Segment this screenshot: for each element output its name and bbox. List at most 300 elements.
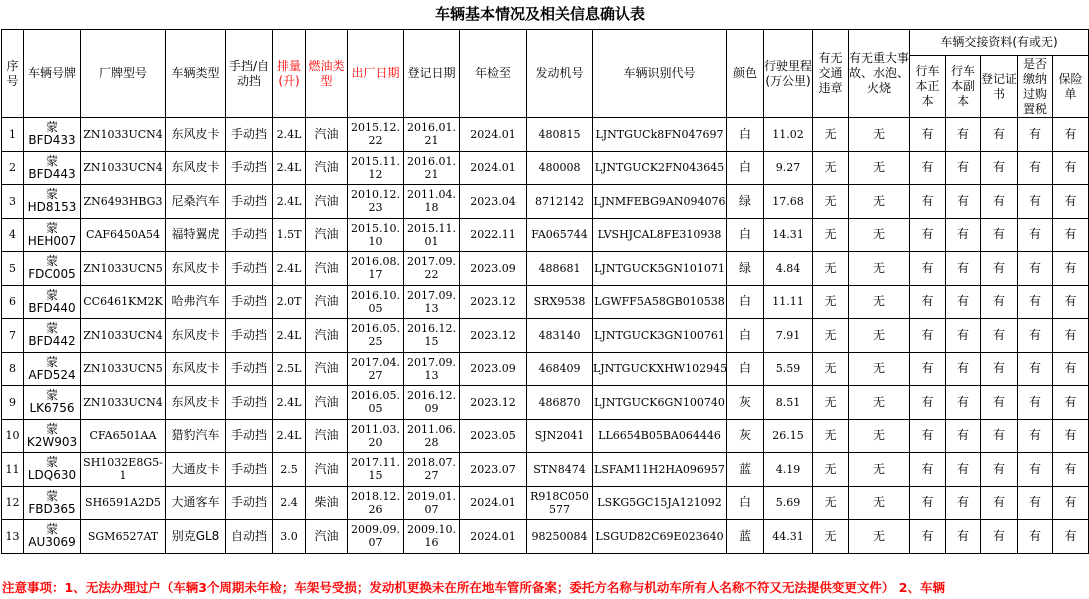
table-row — [2, 486, 1089, 520]
table-row — [2, 218, 1089, 252]
cell-vin: LJNTGUCK3GN100761 — [593, 319, 727, 353]
cell-no: 11 — [2, 453, 24, 487]
cell-engine: FA065744 — [527, 218, 593, 252]
cell-inspection: 2024.01 — [460, 151, 527, 185]
cell-plate: 蒙 BFD440 — [24, 285, 81, 319]
cell-reg-date: 2011.06. 28 — [404, 419, 460, 453]
cell-vin: LL6654B05BA064446 — [593, 419, 727, 453]
cell-engine: 98250084 — [527, 520, 593, 554]
cell-model: SH6591A2D5 — [81, 486, 166, 520]
header-model: 厂牌型号 — [81, 30, 166, 118]
cell-reg-cert: 有 — [981, 252, 1018, 286]
cell-factory-date: 2011.03. 20 — [348, 419, 404, 453]
cell-insurance: 有 — [1053, 386, 1089, 420]
cell-reg-cert: 有 — [981, 386, 1018, 420]
cell-vtype: 尼桑汽车 — [166, 185, 226, 219]
header-plate: 车辆号牌 — [24, 30, 81, 118]
notes-text: 注意事项：1、无法办理过户（车辆3个周期未年检；车架号受损；发动机更换未在所在地车管所备案；委托方名称与机动车所有人名称不符又无法提供变更文件） 2、车辆 — [2, 580, 945, 595]
cell-license-copy: 有 — [946, 218, 981, 252]
cell-factory-date: 2015.11. 12 — [348, 151, 404, 185]
cell-gearbox: 手动挡 — [226, 486, 273, 520]
cell-no: 8 — [2, 352, 24, 386]
cell-no: 4 — [2, 218, 24, 252]
cell-vtype: 东风皮卡 — [166, 319, 226, 353]
cell-engine: SRX9538 — [527, 285, 593, 319]
cell-violation: 无 — [813, 252, 849, 286]
cell-gearbox: 手动挡 — [226, 386, 273, 420]
cell-displacement: 2.4L — [273, 319, 306, 353]
cell-engine: 480815 — [527, 118, 593, 152]
table-row — [2, 151, 1089, 185]
cell-accident: 无 — [849, 118, 910, 152]
cell-reg-cert: 有 — [981, 419, 1018, 453]
cell-violation: 无 — [813, 352, 849, 386]
cell-displacement: 2.5L — [273, 352, 306, 386]
header-displacement: 排量(升) — [273, 30, 306, 118]
cell-vin: LGWFF5A58GB010538 — [593, 285, 727, 319]
vehicle-info-table — [1, 29, 1089, 554]
cell-inspection: 2024.01 — [460, 118, 527, 152]
cell-license-main: 有 — [910, 285, 946, 319]
cell-reg-date: 2017.09. 13 — [404, 352, 460, 386]
cell-vin: LSKG5GC15JA121092 — [593, 486, 727, 520]
cell-reg-date: 2016.01. 21 — [404, 118, 460, 152]
cell-vtype: 东风皮卡 — [166, 352, 226, 386]
cell-reg-date: 2017.09. 22 — [404, 252, 460, 286]
cell-color: 白 — [727, 151, 764, 185]
cell-gearbox: 手动挡 — [226, 319, 273, 353]
cell-purchase-tax: 有 — [1018, 486, 1053, 520]
cell-no: 2 — [2, 151, 24, 185]
cell-purchase-tax: 有 — [1018, 352, 1053, 386]
cell-plate: 蒙 FDC005 — [24, 252, 81, 286]
table-row — [2, 419, 1089, 453]
cell-purchase-tax: 有 — [1018, 252, 1053, 286]
cell-inspection: 2023.05 — [460, 419, 527, 453]
cell-vin: LJNTGUCKXHW102945 — [593, 352, 727, 386]
cell-color: 白 — [727, 218, 764, 252]
cell-color: 白 — [727, 486, 764, 520]
header-factory-date: 出厂日期 — [348, 30, 404, 118]
cell-model: ZN1033UCN5 — [81, 252, 166, 286]
cell-displacement: 2.5 — [273, 453, 306, 487]
cell-reg-cert: 有 — [981, 453, 1018, 487]
cell-reg-cert: 有 — [981, 520, 1018, 554]
cell-mileage: 44.31 — [764, 520, 813, 554]
table-row — [2, 453, 1089, 487]
cell-gearbox: 手动挡 — [226, 285, 273, 319]
cell-vin: LJNTGUCK2FN043645 — [593, 151, 727, 185]
cell-insurance: 有 — [1053, 419, 1089, 453]
cell-fuel: 汽油 — [306, 185, 348, 219]
cell-color: 灰 — [727, 419, 764, 453]
cell-purchase-tax: 有 — [1018, 520, 1053, 554]
cell-displacement: 2.4L — [273, 185, 306, 219]
cell-reg-cert: 有 — [981, 185, 1018, 219]
cell-model: CC6461KM2K — [81, 285, 166, 319]
cell-plate: 蒙 HD8153 — [24, 185, 81, 219]
cell-vin: LVSHJCAL8FE310938 — [593, 218, 727, 252]
cell-inspection: 2023.12 — [460, 386, 527, 420]
cell-license-main: 有 — [910, 118, 946, 152]
cell-engine: STN8474 — [527, 453, 593, 487]
cell-displacement: 2.0T — [273, 285, 306, 319]
cell-violation: 无 — [813, 520, 849, 554]
cell-displacement: 1.5T — [273, 218, 306, 252]
cell-vtype: 东风皮卡 — [166, 386, 226, 420]
cell-factory-date: 2016.05. 05 — [348, 386, 404, 420]
cell-reg-date: 2016.01. 21 — [404, 151, 460, 185]
cell-engine: R918C050 577 — [527, 486, 593, 520]
cell-factory-date: 2010.12. 23 — [348, 185, 404, 219]
cell-violation: 无 — [813, 185, 849, 219]
cell-factory-date: 2009.09. 07 — [348, 520, 404, 554]
header-registration-cert: 登记证书 — [981, 56, 1018, 118]
cell-purchase-tax: 有 — [1018, 285, 1053, 319]
cell-license-copy: 有 — [946, 319, 981, 353]
cell-color: 绿 — [727, 252, 764, 286]
cell-fuel: 汽油 — [306, 285, 348, 319]
cell-accident: 无 — [849, 419, 910, 453]
cell-inspection: 2024.01 — [460, 520, 527, 554]
cell-model: CAF6450A54 — [81, 218, 166, 252]
cell-plate: 蒙 FBD365 — [24, 486, 81, 520]
cell-insurance: 有 — [1053, 352, 1089, 386]
cell-engine: 8712142 — [527, 185, 593, 219]
header-vehicle-type: 车辆类型 — [166, 30, 226, 118]
cell-license-copy: 有 — [946, 151, 981, 185]
cell-violation: 无 — [813, 319, 849, 353]
cell-mileage: 5.59 — [764, 352, 813, 386]
cell-factory-date: 2017.04. 27 — [348, 352, 404, 386]
cell-vtype: 东风皮卡 — [166, 252, 226, 286]
cell-insurance: 有 — [1053, 285, 1089, 319]
cell-violation: 无 — [813, 218, 849, 252]
cell-engine: SJN2041 — [527, 419, 593, 453]
table-row — [2, 520, 1089, 554]
cell-mileage: 5.69 — [764, 486, 813, 520]
cell-license-main: 有 — [910, 453, 946, 487]
cell-purchase-tax: 有 — [1018, 319, 1053, 353]
cell-insurance: 有 — [1053, 218, 1089, 252]
cell-mileage: 8.51 — [764, 386, 813, 420]
table-row — [2, 185, 1089, 219]
cell-gearbox: 手动挡 — [226, 453, 273, 487]
cell-mileage: 7.91 — [764, 319, 813, 353]
cell-fuel: 汽油 — [306, 151, 348, 185]
cell-model: ZN1033UCN4 — [81, 118, 166, 152]
cell-model: ZN1033UCN4 — [81, 386, 166, 420]
cell-model: CFA6501AA — [81, 419, 166, 453]
cell-fuel: 柴油 — [306, 486, 348, 520]
cell-fuel: 汽油 — [306, 520, 348, 554]
cell-plate: 蒙 BFD442 — [24, 319, 81, 353]
cell-inspection: 2023.12 — [460, 285, 527, 319]
cell-license-copy: 有 — [946, 252, 981, 286]
cell-vtype: 东风皮卡 — [166, 118, 226, 152]
cell-gearbox: 手动挡 — [226, 185, 273, 219]
cell-fuel: 汽油 — [306, 352, 348, 386]
cell-reg-cert: 有 — [981, 352, 1018, 386]
cell-license-main: 有 — [910, 386, 946, 420]
cell-reg-date: 2016.12. 15 — [404, 319, 460, 353]
cell-insurance: 有 — [1053, 486, 1089, 520]
cell-vin: LSGUD82C69E023640 — [593, 520, 727, 554]
cell-inspection: 2024.01 — [460, 486, 527, 520]
cell-model: SH1032E8G5-1 — [81, 453, 166, 487]
header-license-copy: 行车本副本 — [946, 56, 981, 118]
cell-mileage: 9.27 — [764, 151, 813, 185]
header-license-main: 行车本正本 — [910, 56, 946, 118]
cell-accident: 无 — [849, 185, 910, 219]
cell-accident: 无 — [849, 218, 910, 252]
cell-accident: 无 — [849, 252, 910, 286]
cell-inspection: 2023.07 — [460, 453, 527, 487]
cell-license-main: 有 — [910, 520, 946, 554]
cell-reg-date: 2016.12. 09 — [404, 386, 460, 420]
cell-reg-date: 2017.09. 13 — [404, 285, 460, 319]
cell-vtype: 猎豹汽车 — [166, 419, 226, 453]
cell-license-main: 有 — [910, 319, 946, 353]
cell-engine: 480008 — [527, 151, 593, 185]
table-row — [2, 118, 1089, 152]
cell-displacement: 2.4L — [273, 118, 306, 152]
cell-gearbox: 手动挡 — [226, 151, 273, 185]
cell-license-main: 有 — [910, 486, 946, 520]
cell-mileage: 4.84 — [764, 252, 813, 286]
cell-reg-date: 2011.04. 18 — [404, 185, 460, 219]
cell-accident: 无 — [849, 319, 910, 353]
cell-license-copy: 有 — [946, 352, 981, 386]
cell-no: 5 — [2, 252, 24, 286]
cell-reg-cert: 有 — [981, 319, 1018, 353]
header-vin: 车辆识别代号 — [593, 30, 727, 118]
cell-plate: 蒙 BFD443 — [24, 151, 81, 185]
cell-inspection: 2023.12 — [460, 319, 527, 353]
cell-fuel: 汽油 — [306, 218, 348, 252]
cell-accident: 无 — [849, 386, 910, 420]
cell-reg-cert: 有 — [981, 218, 1018, 252]
cell-mileage: 14.31 — [764, 218, 813, 252]
cell-purchase-tax: 有 — [1018, 151, 1053, 185]
cell-reg-cert: 有 — [981, 151, 1018, 185]
header-gearbox: 手挡/自动挡 — [226, 30, 273, 118]
cell-displacement: 3.0 — [273, 520, 306, 554]
header-insurance: 保险单 — [1053, 56, 1089, 118]
cell-license-main: 有 — [910, 151, 946, 185]
cell-fuel: 汽油 — [306, 419, 348, 453]
cell-fuel: 汽油 — [306, 118, 348, 152]
cell-accident: 无 — [849, 151, 910, 185]
cell-factory-date: 2016.08. 17 — [348, 252, 404, 286]
cell-insurance: 有 — [1053, 185, 1089, 219]
cell-no: 13 — [2, 520, 24, 554]
cell-no: 9 — [2, 386, 24, 420]
cell-fuel: 汽油 — [306, 453, 348, 487]
cell-license-copy: 有 — [946, 386, 981, 420]
cell-gearbox: 手动挡 — [226, 352, 273, 386]
cell-vin: LJNMFEBG9AN094076 — [593, 185, 727, 219]
cell-displacement: 2.4 — [273, 486, 306, 520]
cell-no: 3 — [2, 185, 24, 219]
cell-displacement: 2.4L — [273, 151, 306, 185]
cell-displacement: 2.4L — [273, 386, 306, 420]
cell-plate: 蒙 AFD524 — [24, 352, 81, 386]
cell-model: ZN1033UCN5 — [81, 352, 166, 386]
cell-reg-date: 2009.10. 16 — [404, 520, 460, 554]
cell-factory-date: 2016.10. 05 — [348, 285, 404, 319]
cell-engine: 486870 — [527, 386, 593, 420]
cell-license-copy: 有 — [946, 118, 981, 152]
cell-plate: 蒙 K2W903 — [24, 419, 81, 453]
cell-insurance: 有 — [1053, 118, 1089, 152]
cell-fuel: 汽油 — [306, 252, 348, 286]
header-mileage: 行驶里程(万公里) — [764, 30, 813, 118]
cell-insurance: 有 — [1053, 151, 1089, 185]
cell-gearbox: 手动挡 — [226, 218, 273, 252]
header-accident: 有无重大事故、水泡、火烧 — [849, 30, 910, 118]
table-row — [2, 352, 1089, 386]
cell-purchase-tax: 有 — [1018, 185, 1053, 219]
cell-no: 10 — [2, 419, 24, 453]
cell-violation: 无 — [813, 151, 849, 185]
table-row — [2, 386, 1089, 420]
cell-no: 7 — [2, 319, 24, 353]
cell-plate: 蒙 AU3069 — [24, 520, 81, 554]
cell-license-main: 有 — [910, 218, 946, 252]
cell-purchase-tax: 有 — [1018, 218, 1053, 252]
cell-color: 白 — [727, 285, 764, 319]
cell-mileage: 11.11 — [764, 285, 813, 319]
cell-vin: LJNTGUCk8FN047697 — [593, 118, 727, 152]
table-row — [2, 252, 1089, 286]
cell-reg-date: 2015.11. 01 — [404, 218, 460, 252]
cell-violation: 无 — [813, 118, 849, 152]
table-row — [2, 285, 1089, 319]
cell-color: 白 — [727, 352, 764, 386]
cell-license-main: 有 — [910, 352, 946, 386]
cell-vtype: 大通客车 — [166, 486, 226, 520]
cell-license-copy: 有 — [946, 520, 981, 554]
cell-insurance: 有 — [1053, 520, 1089, 554]
header-engine-no: 发动机号 — [527, 30, 593, 118]
cell-mileage: 26.15 — [764, 419, 813, 453]
cell-color: 灰 — [727, 386, 764, 420]
cell-violation: 无 — [813, 285, 849, 319]
cell-inspection: 2023.09 — [460, 252, 527, 286]
cell-color: 白 — [727, 319, 764, 353]
cell-fuel: 汽油 — [306, 319, 348, 353]
cell-model: SGM6527AT — [81, 520, 166, 554]
page-title: 车辆基本情况及相关信息确认表 — [434, 5, 645, 23]
cell-mileage: 11.02 — [764, 118, 813, 152]
cell-violation: 无 — [813, 486, 849, 520]
header-color: 颜色 — [727, 30, 764, 118]
cell-reg-cert: 有 — [981, 486, 1018, 520]
cell-mileage: 4.19 — [764, 453, 813, 487]
cell-vtype: 东风皮卡 — [166, 151, 226, 185]
cell-color: 蓝 — [727, 520, 764, 554]
cell-vtype: 哈弗汽车 — [166, 285, 226, 319]
cell-no: 1 — [2, 118, 24, 152]
cell-color: 白 — [727, 118, 764, 152]
cell-no: 12 — [2, 486, 24, 520]
cell-reg-date: 2018.07. 27 — [404, 453, 460, 487]
cell-accident: 无 — [849, 453, 910, 487]
cell-purchase-tax: 有 — [1018, 453, 1053, 487]
cell-model: ZN1033UCN4 — [81, 151, 166, 185]
header-purchase-tax: 是否缴纳过购置税 — [1018, 56, 1053, 118]
cell-plate: 蒙 LK6756 — [24, 386, 81, 420]
cell-plate: 蒙 HEH007 — [24, 218, 81, 252]
cell-license-main: 有 — [910, 419, 946, 453]
cell-violation: 无 — [813, 419, 849, 453]
cell-insurance: 有 — [1053, 252, 1089, 286]
header-violation: 有无交通违章 — [813, 30, 849, 118]
cell-plate: 蒙 LDQ630 — [24, 453, 81, 487]
cell-license-copy: 有 — [946, 486, 981, 520]
cell-vtype: 福特翼虎 — [166, 218, 226, 252]
cell-purchase-tax: 有 — [1018, 118, 1053, 152]
cell-gearbox: 手动挡 — [226, 118, 273, 152]
cell-license-copy: 有 — [946, 185, 981, 219]
cell-vtype: 别克GL8 — [166, 520, 226, 554]
cell-engine: 468409 — [527, 352, 593, 386]
cell-reg-date: 2019.01. 07 — [404, 486, 460, 520]
cell-inspection: 2022.11 — [460, 218, 527, 252]
cell-license-main: 有 — [910, 252, 946, 286]
cell-purchase-tax: 有 — [1018, 419, 1053, 453]
cell-purchase-tax: 有 — [1018, 386, 1053, 420]
cell-displacement: 2.4L — [273, 252, 306, 286]
table-body — [2, 118, 1089, 554]
cell-insurance: 有 — [1053, 453, 1089, 487]
header-registration-date: 登记日期 — [404, 30, 460, 118]
cell-displacement: 2.4L — [273, 419, 306, 453]
cell-plate: 蒙 BFD433 — [24, 118, 81, 152]
cell-inspection: 2023.04 — [460, 185, 527, 219]
cell-gearbox: 手动挡 — [226, 419, 273, 453]
cell-mileage: 17.68 — [764, 185, 813, 219]
cell-factory-date: 2015.10. 10 — [348, 218, 404, 252]
cell-vtype: 大通皮卡 — [166, 453, 226, 487]
cell-model: ZN6493HBG3 — [81, 185, 166, 219]
cell-vin: LJNTGUCK5GN101071 — [593, 252, 727, 286]
cell-gearbox: 自动挡 — [226, 520, 273, 554]
cell-insurance: 有 — [1053, 319, 1089, 353]
cell-color: 蓝 — [727, 453, 764, 487]
cell-license-main: 有 — [910, 185, 946, 219]
cell-reg-cert: 有 — [981, 285, 1018, 319]
cell-license-copy: 有 — [946, 453, 981, 487]
cell-violation: 无 — [813, 453, 849, 487]
cell-license-copy: 有 — [946, 419, 981, 453]
cell-inspection: 2023.09 — [460, 352, 527, 386]
cell-accident: 无 — [849, 486, 910, 520]
header-inspection: 年检至 — [460, 30, 527, 118]
cell-license-copy: 有 — [946, 285, 981, 319]
cell-factory-date: 2015.12. 22 — [348, 118, 404, 152]
cell-engine: 488681 — [527, 252, 593, 286]
cell-fuel: 汽油 — [306, 386, 348, 420]
cell-vin: LJNTGUCK6GN100740 — [593, 386, 727, 420]
cell-reg-cert: 有 — [981, 118, 1018, 152]
cell-factory-date: 2018.12. 26 — [348, 486, 404, 520]
cell-gearbox: 手动挡 — [226, 252, 273, 286]
cell-accident: 无 — [849, 520, 910, 554]
cell-model: ZN1033UCN4 — [81, 319, 166, 353]
cell-vin: LSFAM11H2HA096957 — [593, 453, 727, 487]
